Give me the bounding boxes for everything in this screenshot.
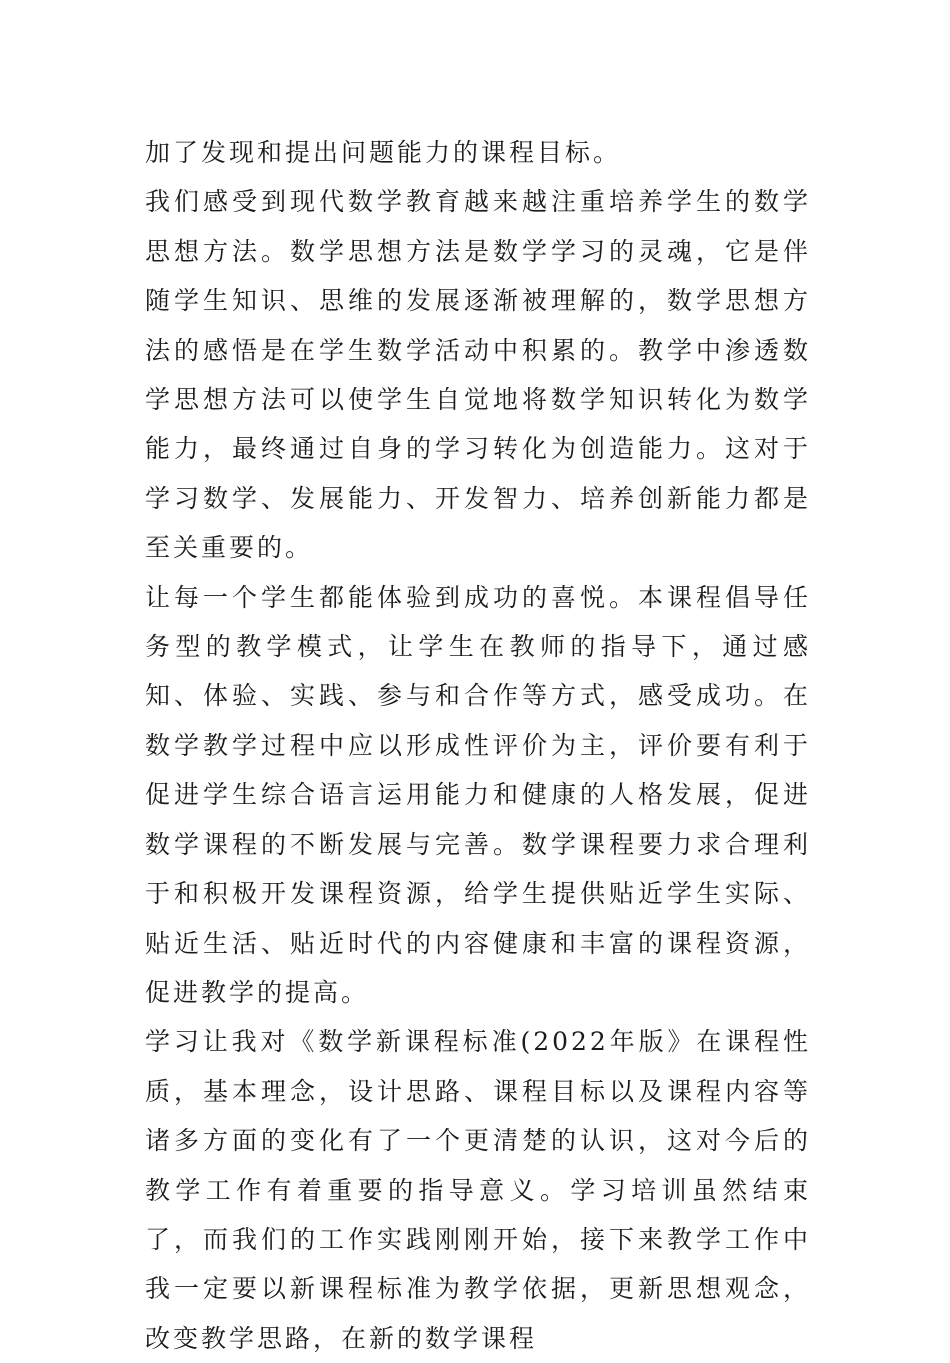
paragraph-1: 加了发现和提出问题能力的课程目标。	[145, 138, 622, 167]
document-body	[145, 128, 811, 1363]
paragraph-2: 我们感受到现代数学教育越来越注重培养学生的数学思想方法。数学思想方法是数学学习的灵魂，它是伴随学生知识、思维的发展逐渐被理解的，数学思想方法的感悟是在学生数学活动中积累的。教学中渗透数学思想方法可以使学生自觉地将数学知识转化为数学能力，最终通过自身的学习转化为创造能力。这对于学习数学、发展能力、开发智力、培养创新能力都是至关重要的。	[145, 187, 811, 563]
paragraph-3: 让每一个学生都能体验到成功的喜悦。本课程倡导任务型的教学模式，让学生在教师的指导下，通过感知、体验、实践、参与和合作等方式，感受成功。在数学教学过程中应以形成性评价为主，评价要有利于促进学生综合语言运用能力和健康的人格发展，促进数学课程的不断发展与完善。数学课程要力求合理利于和积极开发课程资源，给学生提供贴近学生实际、贴近生活、贴近时代的内容健康和丰富的课程资源，促进教学的提高。	[145, 582, 811, 1007]
paragraph-4: 学习让我对《数学新课程标准(2022年版》在课程性质，基本理念，设计思路、课程目标以及课程内容等诸多方面的变化有了一个更清楚的认识，这对今后的教学工作有着重要的指导意义。学习培训虽然结束了，而我们的工作实践刚刚开始，接下来教学工作中我一定要以新课程标准为教学依据，更新思想观念，改变教学思路，在新的数学课程	[145, 1027, 811, 1353]
